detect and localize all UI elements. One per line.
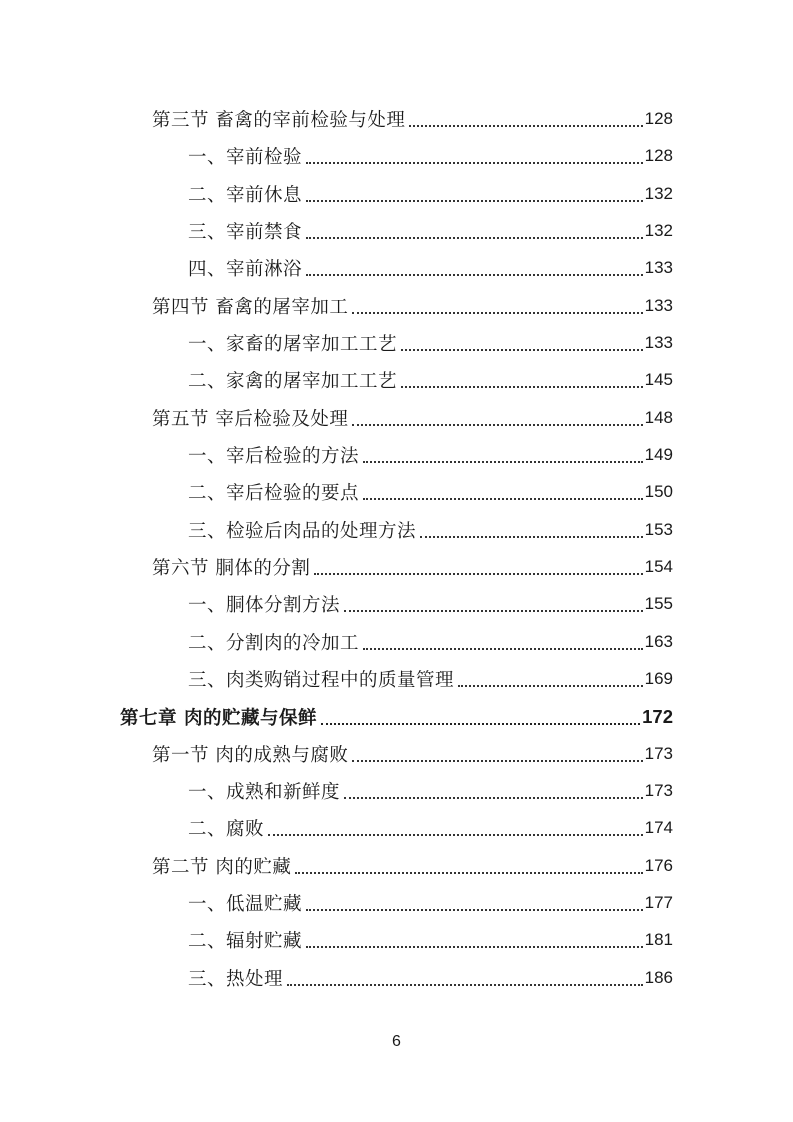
toc-entry[interactable] [152, 738, 673, 770]
toc-entry[interactable] [152, 402, 673, 434]
toc-entry-title: 一、家畜的屠宰加工工艺 [188, 334, 398, 355]
toc-entry[interactable] [188, 626, 673, 658]
toc-entry-page: 177 [644, 893, 673, 912]
page-number: 6 [392, 1033, 401, 1050]
toc-entry-chapter[interactable] [120, 701, 673, 733]
toc-entry[interactable] [188, 252, 673, 284]
toc-entry-page: 154 [644, 557, 673, 576]
toc-entry-title: 第六节 胴体的分割 [152, 558, 311, 579]
toc-entry[interactable] [152, 850, 673, 882]
toc-entry[interactable] [188, 364, 673, 396]
dot-leader [401, 349, 643, 351]
dot-leader [363, 648, 643, 650]
toc-entry-title: 二、腐败 [188, 819, 265, 840]
toc-entry[interactable] [188, 327, 673, 359]
toc-entry-page: 128 [644, 146, 673, 165]
toc-entry-page: 133 [644, 258, 673, 277]
toc-entry[interactable] [188, 663, 673, 695]
toc-entry-title: 三、热处理 [188, 969, 284, 990]
dot-leader [268, 834, 643, 836]
toc-entry[interactable] [188, 588, 673, 620]
toc-entry-page: 133 [644, 333, 673, 352]
toc-entry-title: 三、宰前禁食 [188, 222, 303, 243]
toc-entry-title: 二、宰后检验的要点 [188, 483, 360, 504]
dot-leader [401, 386, 643, 388]
toc-entry-page: 181 [644, 930, 673, 949]
dot-leader [352, 760, 642, 762]
toc-entry-page: 132 [644, 221, 673, 240]
toc-entry-title: 二、家禽的屠宰加工工艺 [188, 371, 398, 392]
dot-leader [420, 536, 643, 538]
toc-entry[interactable] [188, 775, 673, 807]
dot-leader [363, 461, 643, 463]
dot-leader [306, 162, 643, 164]
toc-entry[interactable] [188, 178, 673, 210]
toc-entry-title: 第二节 肉的贮藏 [152, 857, 292, 878]
toc-entry-page: 172 [642, 706, 673, 727]
toc-entry[interactable] [188, 812, 673, 844]
dot-leader [321, 723, 640, 725]
toc-entry-title: 三、检验后肉品的处理方法 [188, 521, 417, 542]
toc-entry[interactable] [188, 887, 673, 919]
toc-entry-title: 二、宰前休息 [188, 185, 303, 206]
dot-leader [306, 946, 643, 948]
dot-leader [458, 685, 643, 687]
toc-entry-page: 153 [644, 520, 673, 539]
dot-leader [344, 797, 643, 799]
toc-entry[interactable] [188, 439, 673, 471]
toc-entry-page: 145 [644, 370, 673, 389]
dot-leader [306, 237, 643, 239]
toc-entry[interactable] [152, 551, 673, 583]
dot-leader [352, 312, 642, 314]
toc-entry-title: 一、宰前检验 [188, 147, 303, 168]
toc-entry-page: 173 [644, 781, 673, 800]
toc-entry-title: 一、宰后检验的方法 [188, 446, 360, 467]
dot-leader [287, 984, 643, 986]
toc-entry-title: 三、肉类购销过程中的质量管理 [188, 670, 455, 691]
toc-entry-page: 155 [644, 594, 673, 613]
toc-entry-page: 176 [644, 856, 673, 875]
toc-entry[interactable] [188, 140, 673, 172]
toc-entry-title: 四、宰前淋浴 [188, 259, 303, 280]
toc-entry-page: 150 [644, 482, 673, 501]
toc-entry-title: 第三节 畜禽的宰前检验与处理 [152, 110, 406, 131]
toc-entry-title: 二、分割肉的冷加工 [188, 633, 360, 654]
toc-entry-title: 一、低温贮藏 [188, 894, 303, 915]
toc-entry-page: 132 [644, 184, 673, 203]
toc-entry[interactable] [188, 924, 673, 956]
toc-entry-page: 186 [644, 968, 673, 987]
dot-leader [295, 872, 642, 874]
toc-entry-page: 173 [644, 744, 673, 763]
toc-entry-title: 第四节 畜禽的屠宰加工 [152, 297, 349, 318]
toc-entry[interactable] [188, 514, 673, 546]
toc-entry-page: 174 [644, 818, 673, 837]
toc-entry-title: 一、成熟和新鲜度 [188, 782, 341, 803]
dot-leader [306, 200, 643, 202]
dot-leader [314, 573, 642, 575]
toc-entry[interactable] [152, 103, 673, 135]
dot-leader [306, 909, 643, 911]
toc-entry[interactable] [188, 962, 673, 994]
toc-entry-page: 133 [644, 296, 673, 315]
dot-leader [306, 274, 643, 276]
dot-leader [344, 610, 643, 612]
dot-leader [409, 125, 642, 127]
toc-entry-title: 二、辐射贮藏 [188, 931, 303, 952]
toc-entry-page: 128 [644, 109, 673, 128]
toc-entry-title: 一、胴体分割方法 [188, 595, 341, 616]
toc-entry-title: 第七章 肉的贮藏与保鲜 [120, 708, 317, 729]
dot-leader [363, 498, 643, 500]
dot-leader [352, 424, 642, 426]
toc-entry-title: 第一节 肉的成熟与腐败 [152, 745, 349, 766]
toc-entry[interactable] [152, 290, 673, 322]
toc-entry-page: 148 [644, 408, 673, 427]
toc-entry-page: 163 [644, 632, 673, 651]
toc-entry-page: 169 [644, 669, 673, 688]
toc-entry[interactable] [188, 476, 673, 508]
toc-entry[interactable] [188, 215, 673, 247]
toc-entry-title: 第五节 宰后检验及处理 [152, 409, 349, 430]
toc-entry-page: 149 [644, 445, 673, 464]
